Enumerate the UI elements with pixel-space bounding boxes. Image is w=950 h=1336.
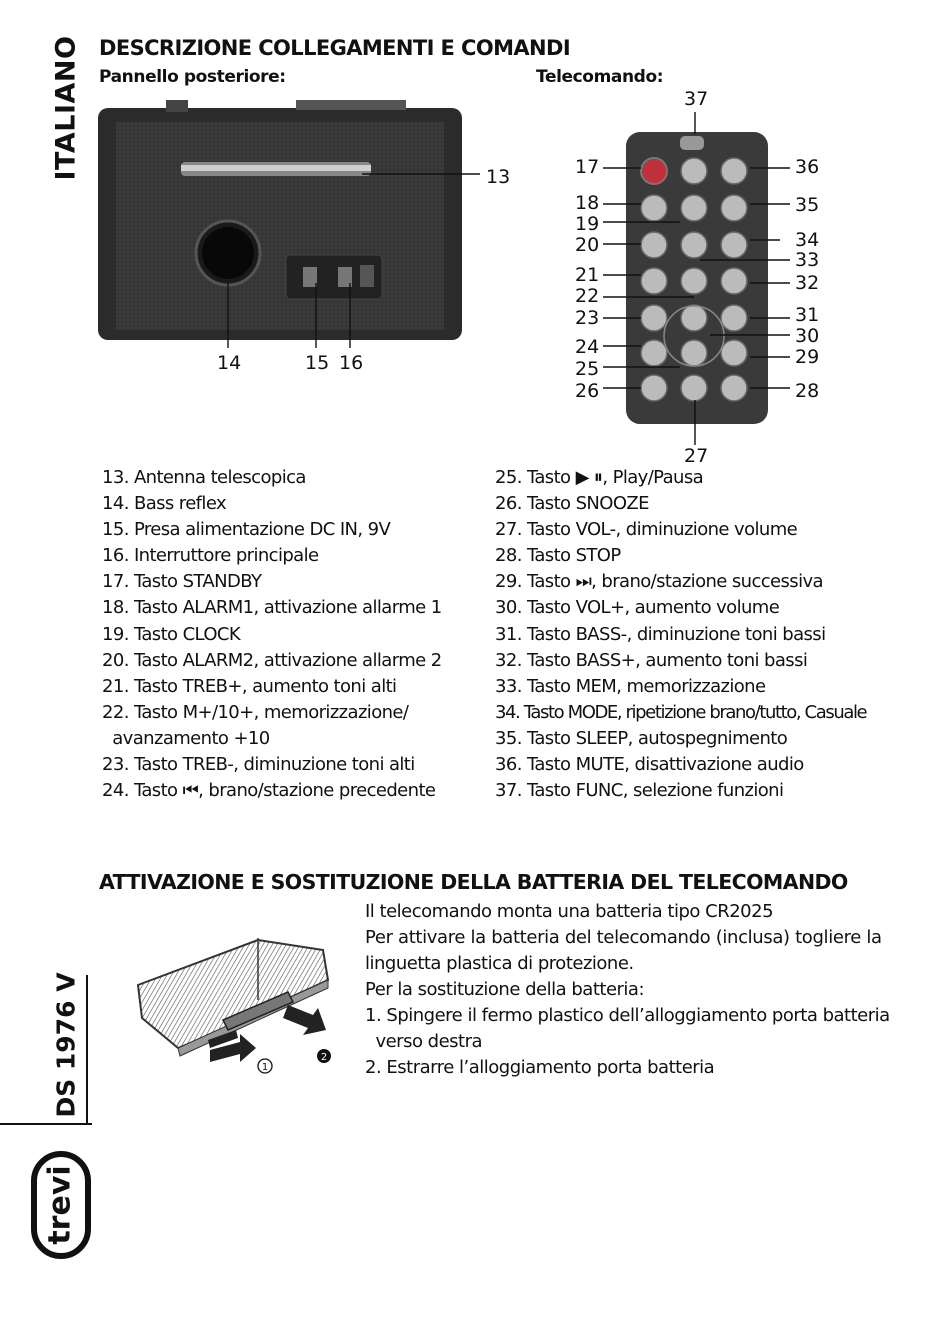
list-item: 27. Tasto VOL-, diminuzione volume (495, 519, 798, 541)
sidebar-divider-horizontal (0, 1123, 92, 1125)
marker-2-label: 2 (320, 1052, 328, 1063)
callout-36: 36 (795, 156, 820, 178)
callout-26: 26 (575, 380, 600, 402)
battery-illustration (128, 930, 348, 1080)
logo-text: trevi (42, 1165, 78, 1245)
list-item: 26. Tasto SNOOZE (495, 493, 649, 515)
list-item: 34. Tasto MODE, ripetizione brano/tutto, Casuale (495, 701, 867, 723)
list-item: 24. Tasto ⏮, brano/stazione precedente (102, 780, 436, 802)
model-text: DS 1976 V (51, 972, 81, 1118)
callout-19: 19 (575, 213, 600, 235)
battery-instructions (365, 899, 890, 1081)
callout-18: 18 (575, 192, 600, 214)
list-item: 15. Presa alimentazione DC IN, 9V (102, 519, 391, 541)
functions-list-left (102, 465, 442, 804)
callout-16: 16 (339, 352, 364, 374)
callout-30: 30 (795, 325, 820, 347)
callout-13: 13 (486, 166, 511, 188)
list-item: 37. Tasto FUNC, selezione funzioni (495, 780, 784, 802)
callout-34: 34 (795, 229, 820, 251)
list-item: 31. Tasto BASS-, diminuzione toni bassi (495, 623, 826, 645)
list-item: 29. Tasto ⏭, brano/stazione successiva (495, 571, 823, 593)
callout-24: 24 (575, 336, 600, 358)
list-item: 28. Tasto STOP (495, 545, 621, 567)
instruction-line: Per la sostituzione della batteria: (365, 979, 645, 1000)
callout-37: 37 (684, 88, 709, 110)
language-text: ITALIANO (50, 35, 82, 180)
trevi-logo (30, 1150, 92, 1260)
list-item: 19. Tasto CLOCK (102, 623, 241, 645)
list-item: 13. Antenna telescopica (102, 467, 306, 488)
callout-15: 15 (305, 352, 330, 374)
sidebar-divider-vertical (86, 975, 88, 1125)
list-item: 14. Bass reflex (102, 493, 227, 515)
instruction-line: Per attivare la batteria del telecomando (inclusa) togliere la (365, 927, 882, 948)
callout-21: 21 (575, 264, 600, 286)
instruction-line: linguetta plastica di protezione. (365, 953, 634, 974)
callout-17: 17 (575, 156, 600, 178)
callout-20: 20 (575, 234, 600, 256)
callout-35: 35 (795, 194, 820, 216)
list-item: 22. Tasto M+/10+, memorizzazione/ (102, 701, 409, 723)
instruction-line: 1. Spingere il fermo plastico dell’alloggiamento porta batteria (365, 1005, 890, 1026)
list-item: 20. Tasto ALARM2, attivazione allarme 2 (102, 649, 442, 671)
section2-title: ATTIVAZIONE E SOSTITUZIONE DELLA BATTERIA DEL TELECOMANDO (99, 870, 848, 894)
model-label (46, 972, 86, 1118)
section1-title: DESCRIZIONE COLLEGAMENTI E COMANDI (99, 36, 571, 60)
list-item: 23. Tasto TREB-, diminuzione toni alti (102, 754, 415, 776)
list-item: 21. Tasto TREB+, aumento toni alti (102, 675, 397, 697)
callout-25: 25 (575, 358, 600, 380)
list-item: 16. Interruttore principale (102, 545, 319, 567)
list-item: 36. Tasto MUTE, disattivazione audio (495, 754, 804, 776)
list-item: 32. Tasto BASS+, aumento toni bassi (495, 649, 808, 671)
list-item: 18. Tasto ALARM1, attivazione allarme 1 (102, 597, 442, 619)
callout-23: 23 (575, 307, 600, 329)
marker-1-label: 1 (261, 1062, 269, 1073)
callout-14: 14 (217, 352, 242, 374)
callout-33: 33 (795, 249, 820, 271)
callout-29: 29 (795, 346, 820, 368)
list-item: 25. Tasto ▶ ⏸, Play/Pausa (495, 467, 704, 488)
callout-32: 32 (795, 272, 820, 294)
list-item: 17. Tasto STANDBY (102, 571, 262, 593)
instruction-line: Il telecomando monta una batteria tipo CR2025 (365, 901, 774, 922)
functions-list-right (495, 465, 866, 804)
rear-panel-label: Pannello posteriore: (99, 67, 286, 87)
list-item: 35. Tasto SLEEP, autospegnimento (495, 727, 788, 749)
instruction-line: 2. Estrarre l’alloggiamento porta batteria (365, 1057, 715, 1078)
callout-22: 22 (575, 285, 600, 307)
callout-28: 28 (795, 380, 820, 402)
callout-27: 27 (684, 445, 709, 467)
remote-label: Telecomando: (536, 67, 664, 87)
list-item: 33. Tasto MEM, memorizzazione (495, 675, 766, 697)
callout-31: 31 (795, 304, 820, 326)
list-item: avanzamento +10 (102, 727, 270, 749)
instruction-line: verso destra (365, 1031, 483, 1052)
list-item: 30. Tasto VOL+, aumento volume (495, 597, 780, 619)
